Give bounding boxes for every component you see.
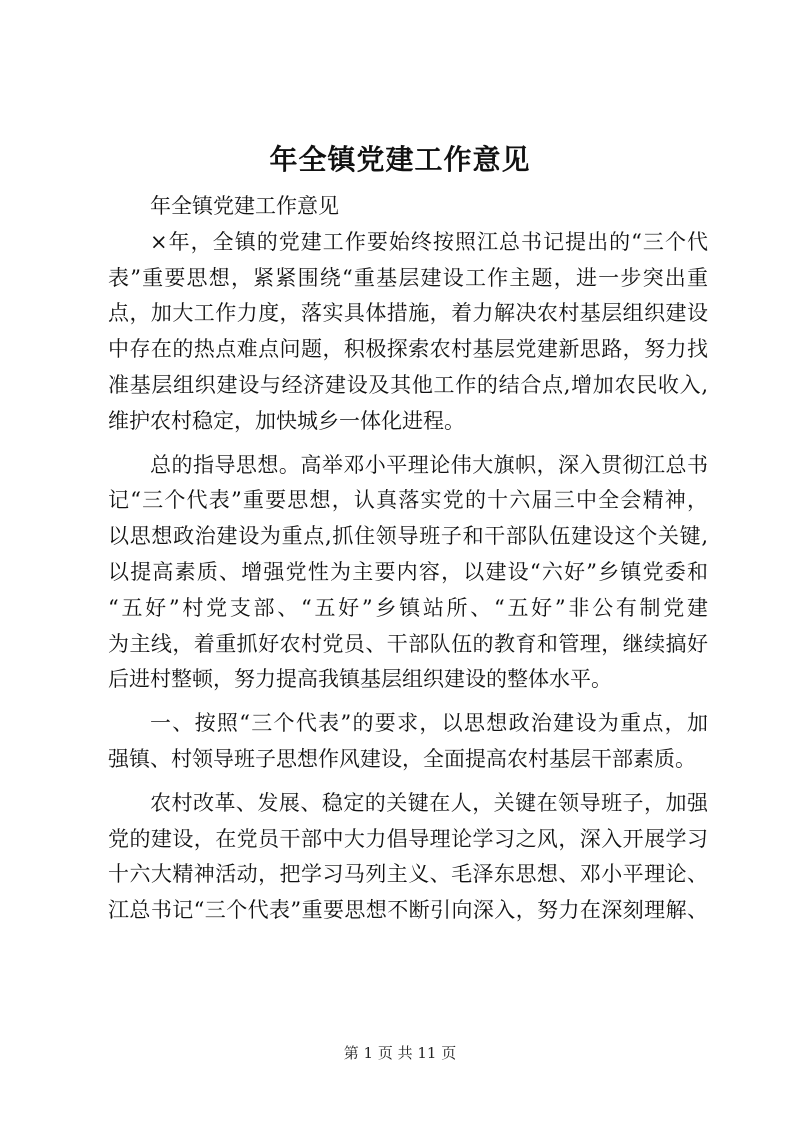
paragraph-gap <box>108 698 708 706</box>
paragraph-line: 一、按照“三个代表”的要求，以思想政治建设为重点，加 <box>150 711 708 736</box>
paragraph-line: 十六大精神活动，把学习马列主义、毛泽东思想、邓小平理论、 <box>108 862 708 887</box>
paragraph-gap <box>108 440 708 448</box>
paragraph-line: 江总书记“三个代表”重要思想不断引向深入，努力在深刻理解、 <box>108 898 708 923</box>
paragraph-line: 以思想政治建设为重点,抓住领导班子和干部队伍建设这个关键, <box>108 524 708 549</box>
paragraph-subtitle <box>108 189 708 225</box>
paragraph-line: 记“三个代表”重要思想，认真落实党的十六届三中全会精神， <box>108 488 708 513</box>
paragraph-line: 为主线，着重抓好农村党员、干部队伍的教育和管理，继续搞好 <box>108 631 708 656</box>
paragraph-gap <box>108 778 708 786</box>
paragraph-line: 点，加大工作力度，落实具体措施，着力解决农村基层组织建设 <box>108 301 708 326</box>
paragraph-line: 表”重要思想，紧紧围绕“重基层建设工作主题，进一步突出重 <box>108 265 708 290</box>
paragraph-line: 后进村整顿，努力提高我镇基层组织建设的整体水平。 <box>108 667 612 692</box>
paragraph-line: 强镇、村领导班子思想作风建设，全面提高农村基层干部素质。 <box>108 746 696 771</box>
document-title: 年全镇党建工作意见 <box>269 143 531 176</box>
paragraph-line: 中存在的热点难点问题，积极探索农村基层党建新思路，努力找 <box>108 337 708 362</box>
paragraph-line: 党的建设，在党员干部中大力倡导理论学习之风，深入开展学习 <box>108 826 708 851</box>
paragraph-line: ×年，全镇的党建工作要始终按照江总书记提出的“三个代 <box>150 229 708 254</box>
paragraph-line: 维护农村稳定，加快城乡一体化进程。 <box>108 408 465 433</box>
paragraph-line: 总的指导思想。高举邓小平理论伟大旗帜，深入贯彻江总书 <box>150 452 708 477</box>
paragraph-section-one <box>108 706 708 778</box>
paragraph-intro <box>108 225 708 440</box>
document-body <box>108 189 708 929</box>
page-number-footer: 第 1 页 共 11 页 <box>343 1044 457 1062</box>
paragraph-line: 农村改革、发展、稳定的关键在人，关键在领导班子，加强 <box>150 790 708 815</box>
paragraph-line: 年全镇党建工作意见 <box>150 194 339 218</box>
paragraph-line: “五好”村党支部、“五好”乡镇站所、“五好”非公有制党建 <box>108 595 708 620</box>
paragraph-guiding-thought <box>108 448 708 699</box>
paragraph-rural-reform <box>108 786 708 929</box>
paragraph-line: 准基层组织建设与经济建设及其他工作的结合点,增加农民收入, <box>108 372 708 397</box>
paragraph-line: 以提高素质、增强党性为主要内容，以建设“六好”乡镇党委和 <box>108 559 708 584</box>
